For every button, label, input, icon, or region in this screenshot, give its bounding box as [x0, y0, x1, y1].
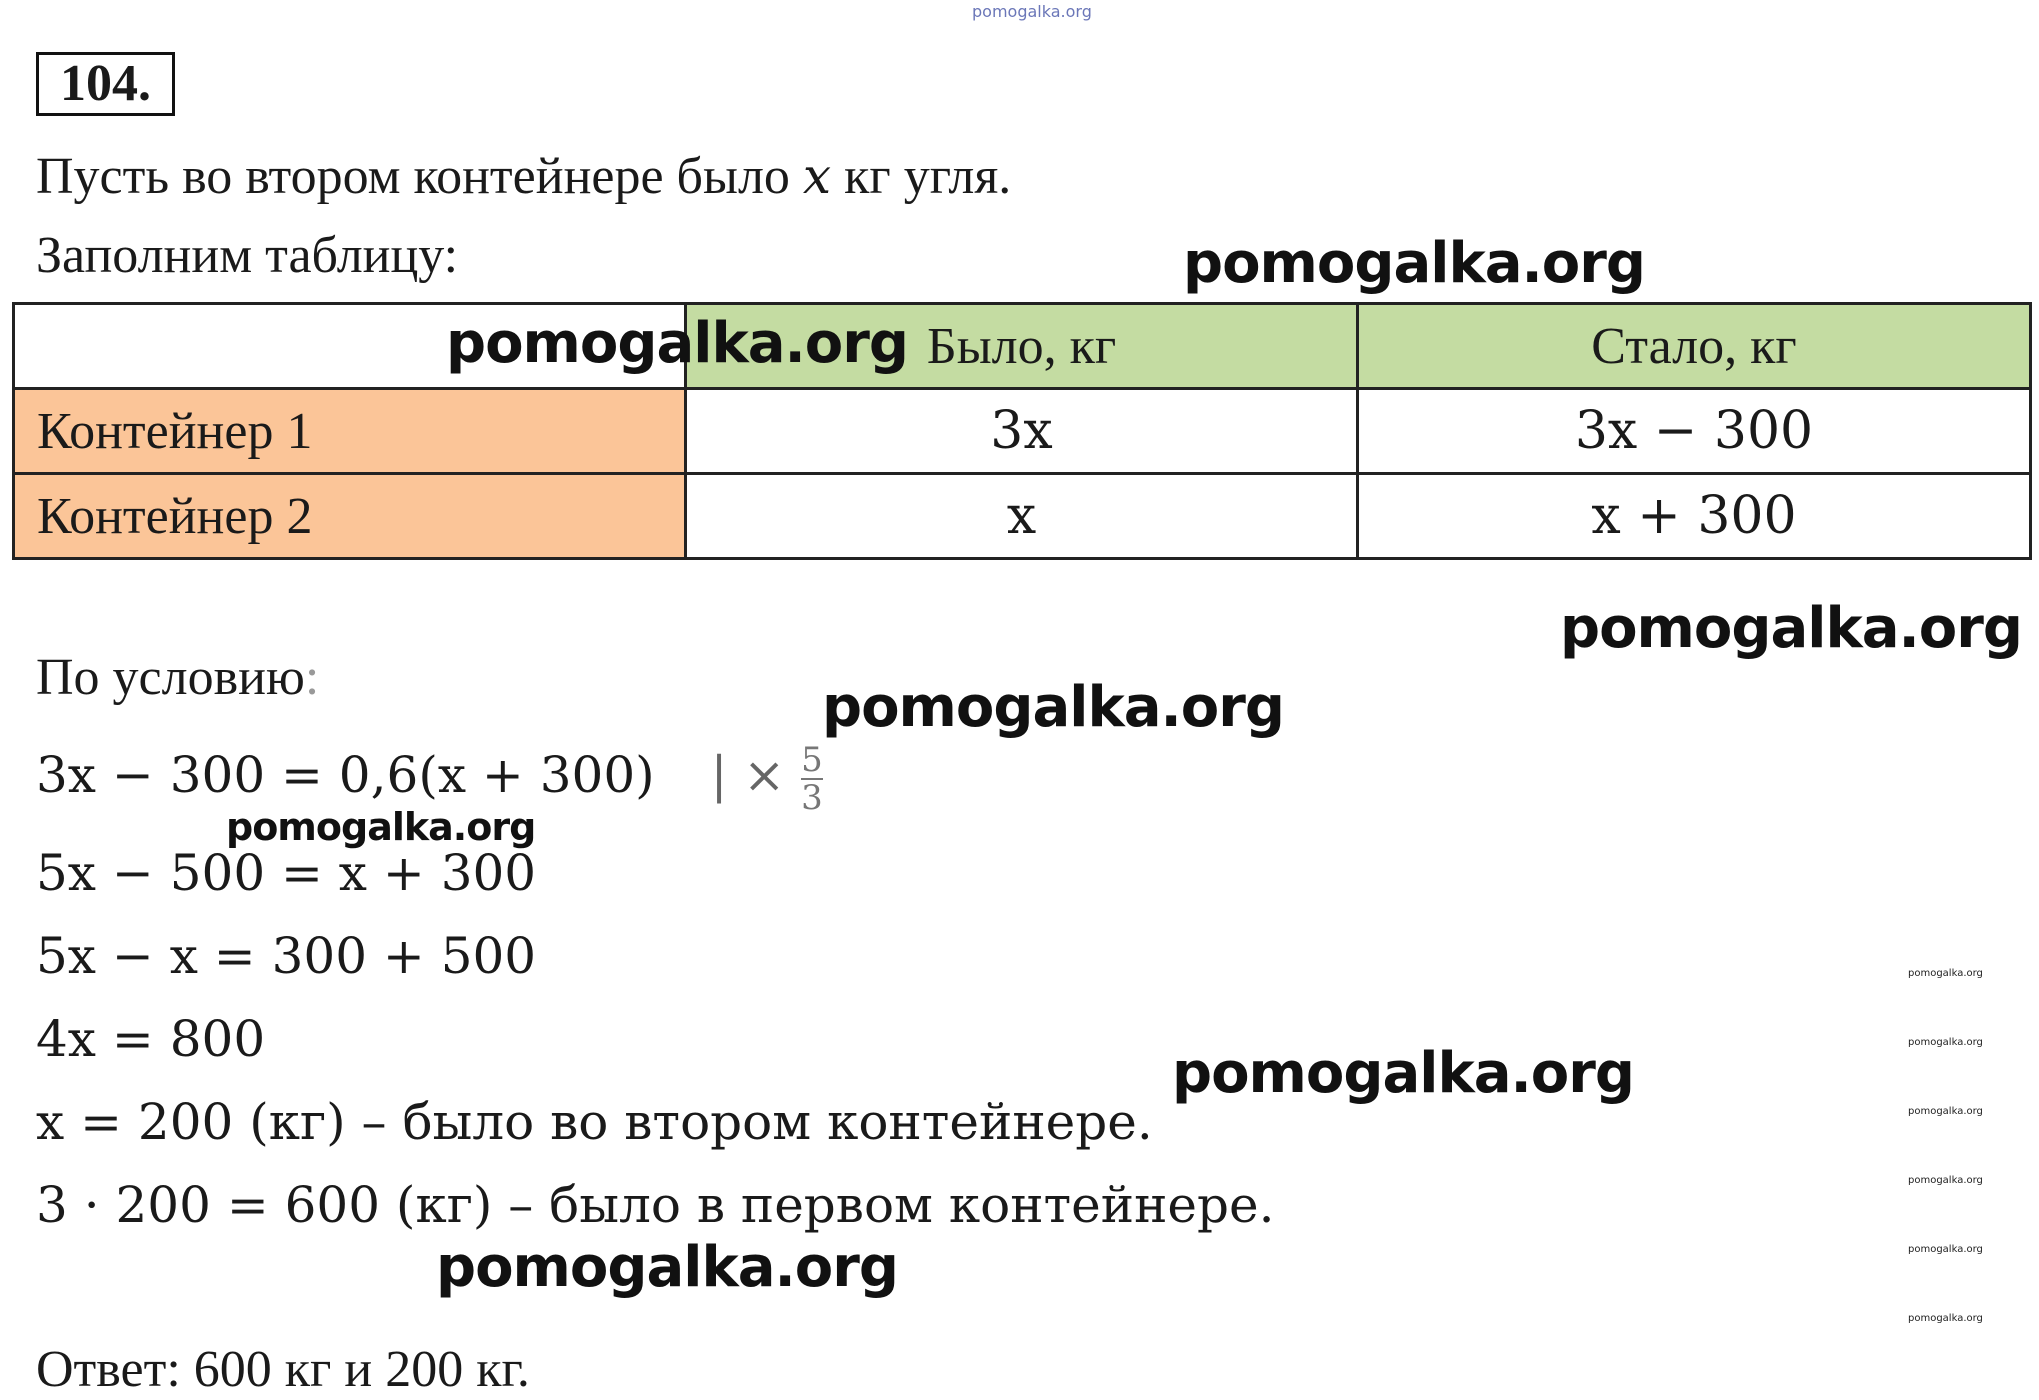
watermark-small-4: pomogalka.org [1908, 1175, 1983, 1186]
equation-6: 3 · 200 = 600 (кг) – было в первом контейнере. [36, 1176, 1275, 1234]
equation-5: x = 200 (кг) – было во втором контейнере. [36, 1093, 1153, 1151]
watermark-6: pomogalka.org [1172, 1041, 1634, 1106]
intro-line-1-before: Пусть во втором контейнере было [36, 148, 803, 205]
watermark-5: pomogalka.org [226, 805, 536, 849]
watermark-4: pomogalka.org [822, 675, 1284, 740]
watermark-1: pomogalka.org [1183, 231, 1645, 296]
cell-container-1-became: 3x − 300 [1358, 389, 2031, 474]
answer-line: Ответ: 600 кг и 200 кг. [36, 1341, 530, 1398]
table-header-row [14, 304, 2031, 389]
watermark-3: pomogalka.org [1560, 596, 2022, 661]
condition-colon: : [304, 649, 320, 706]
intro-line-1-after: кг угля. [831, 148, 1012, 205]
site-label-top: pomogalka.org [972, 2, 1092, 21]
equation-4: 4x = 800 [36, 1010, 266, 1068]
intro-line-1 [36, 146, 1011, 207]
condition-text: По условию [36, 649, 305, 706]
intro-line-2: Заполним таблицу: [36, 227, 459, 284]
row-label-container-1: Контейнер 1 [14, 389, 686, 474]
problem-number: 104. [36, 52, 175, 116]
column-header-became: Стало, кг [1358, 304, 2031, 389]
equation-1-text: 3x − 300 = 0,6(x + 300) [36, 746, 655, 804]
equation-2: 5x − 500 = x + 300 [36, 844, 537, 902]
table-row [14, 474, 2031, 559]
equation-3: 5x − x = 300 + 500 [36, 927, 537, 985]
watermark-small-6: pomogalka.org [1908, 1313, 1983, 1324]
fraction-numerator: 5 [801, 740, 823, 780]
watermark-7: pomogalka.org [436, 1235, 898, 1300]
equation-1-multiplier: | × [710, 746, 786, 804]
watermark-2: pomogalka.org [446, 311, 908, 376]
cell-container-2-was: x [686, 474, 1358, 559]
condition-label [36, 648, 319, 708]
fraction-five-thirds [801, 742, 823, 816]
column-header-was: Было, кг [686, 304, 1358, 389]
watermark-small-1: pomogalka.org [1908, 968, 1983, 979]
table-row [14, 389, 2031, 474]
cell-container-2-became: x + 300 [1358, 474, 2031, 559]
row-label-container-2: Контейнер 2 [14, 474, 686, 559]
watermark-small-2: pomogalka.org [1908, 1037, 1983, 1048]
data-table [12, 302, 2032, 560]
cell-container-1-was: 3x [686, 389, 1358, 474]
fraction-denominator: 3 [801, 778, 823, 818]
watermark-small-3: pomogalka.org [1908, 1106, 1983, 1117]
watermark-small-5: pomogalka.org [1908, 1244, 1983, 1255]
intro-variable: x [802, 147, 832, 205]
